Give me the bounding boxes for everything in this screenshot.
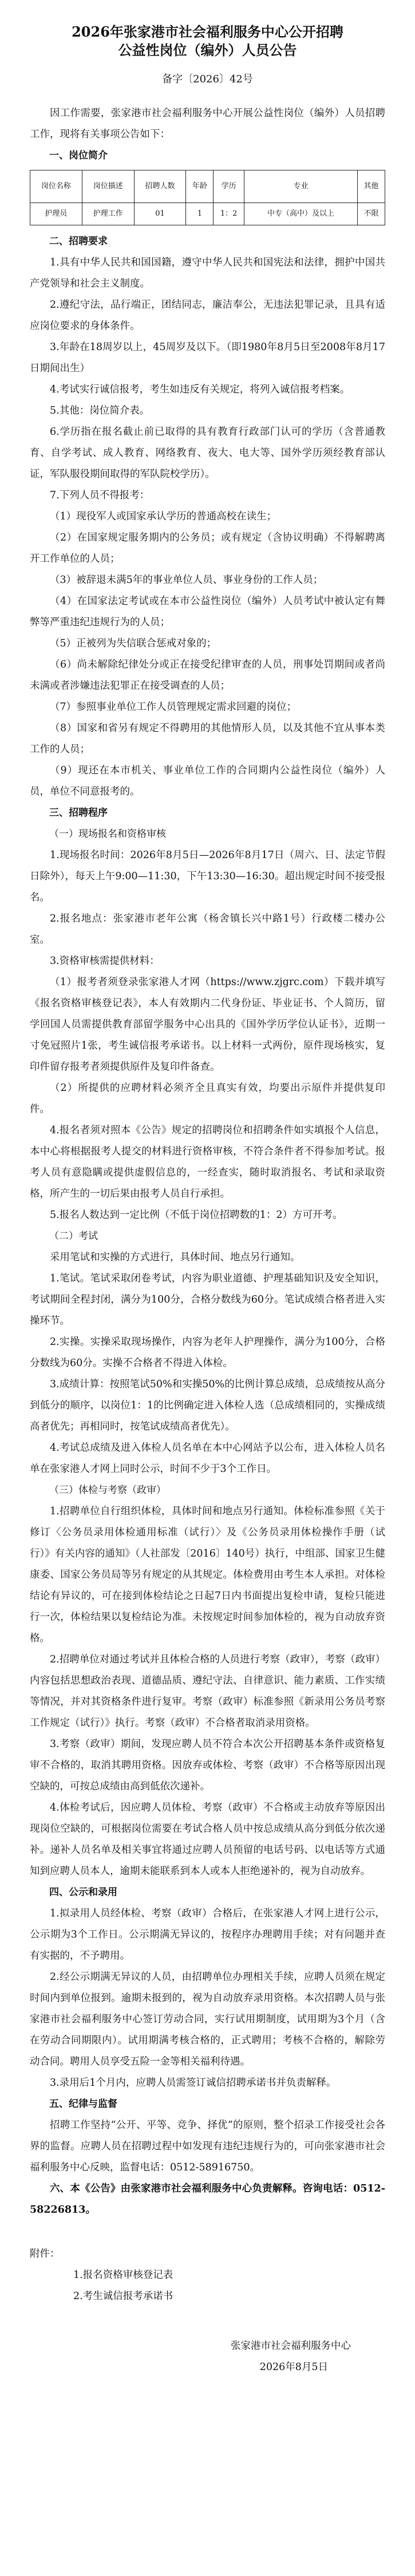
table-header-cell: 岗位名称 (30, 170, 82, 203)
table-header-cell: 专业 (244, 170, 358, 203)
discipline-text: 招聘工作坚持“公开、平等、竞争、择优”的原则，整个招录工作接受社会各界的监督。应聘人员在招聘过程中如发现有违纪违规行为的，可向张家港市社会福利服务中心反映，监督电话：0512-58916750。 (30, 2119, 385, 2173)
attachment-1: 1.报名资格审核登记表 (73, 2269, 173, 2281)
table-header-cell: 招聘人数 (134, 170, 186, 203)
requirement-5: 5.其他：岗位简介表。 (50, 405, 150, 416)
post-table-header-row (30, 170, 385, 203)
exclusion-5: （5）正被列为失信联合惩戒对象的； (50, 638, 217, 649)
requirement-6: 6.学历指在报名截止前已取得的具有教育行政部门认可的学历（含普通教育、自学考试、成人教育、网络教育、夜大、电大等、国外学历须经教育部认证，军队服役期间取得的军队院校学历）。 (30, 426, 385, 480)
requirement-4: 4.考试实行诚信报考，考生如违反有关规定，将列入诚信报考档案。 (50, 384, 350, 395)
title-line-1: 2026年张家港市社会福利服务中心公开招聘 (72, 23, 343, 40)
exclusion-6: （6）尚未解除纪律处分或正在接受纪律审查的人员，刑事处罚期间或者尚未满或者涉嫌违法犯罪正在接受调查的人员； (30, 659, 385, 692)
exclusion-4: （4）在国家法定考试或在本市公益性岗位（编外）人员考试中被认定有舞弊等严重违纪违规行为的人员； (30, 596, 385, 628)
signature-organization: 张家港市社会福利服务中心 (231, 2340, 351, 2352)
table-header-cell: 其他 (358, 170, 385, 203)
attachments (30, 2244, 385, 2307)
exam-score: 3.成绩计算：按照笔试50%和实操50%的比例计算总成绩，总成绩按从高分到低分的顺序，以岗位1：1的比例确定进入体检人选（总成绩相同的，实操成绩高者优先；再相同时，按笔试成绩高者优先）。 (30, 1379, 385, 1432)
subsection-exam-heading: （二）考试 (49, 1231, 98, 1242)
table-cell: 1：2 (214, 203, 244, 225)
registration-note-5: 5.报名人数达到一定比例（不低于岗位招聘数的1：2）方可开考。 (50, 1209, 343, 1221)
table-header-cell: 年龄 (186, 170, 214, 203)
section-6-interpretation: 六、本《公告》由张家港市社会福利服务中心负责解释。咨询电话：0512-58226813。 (30, 2183, 385, 2216)
subsection-publicity-heading: 四、公示和录用 (49, 1887, 117, 1898)
exam-intro: 采用笔试和实操的方式进行，具体时间、地点另行通知。 (50, 1252, 301, 1263)
registration-location: 2.报名地点：张家港市老年公寓（杨舍镇长兴中路1号）行政楼二楼办公室。 (30, 913, 385, 946)
exam-practical: 2.实操。实操采取现场操作，内容为老年人护理操作，满分为100分，合格分数线为60分。实操不合格者不得进入体检。 (30, 1336, 385, 1369)
registration-note-4: 4.报名者须对照本《公告》规定的招聘岗位和招聘条件如实填报个人信息，本中心将根据报考人提交的材料进行资格审核，不符合条件者不得参加考试。报考人员有意隐瞒或提供虚假信息的，一经查实，随时取消报名、考试和录取资格，所产生的一切后果由报考人员自行承担。 (30, 1125, 385, 1200)
signature-block (30, 2336, 385, 2378)
intro-paragraph: 因工作需要，张家港市社会福利服务中心开展公益性岗位（编外）人员招聘工作，现将有关事项公告如下： (30, 108, 385, 140)
signature-date: 2026年8月5日 (259, 2361, 328, 2373)
table-cell: 01 (134, 203, 186, 225)
required-materials-1: （1）报考者须登录张家港人才网（https://www.zjgrc.com）下载并填写《报名资格审核登记表》，本人有效期内二代身份证、毕业证书、个人简历，留学回国人员需提供教育部留学服务中心出具的《国外学历学位认证书》，近期一寸免冠照片1张，考生诚信报考承诺书。以上材料一式两份，原件现场核实，复印件留存报考者须提供原件及复印件备查。 (30, 977, 385, 1073)
required-materials: 3.资格审核需提供材料： (50, 955, 160, 967)
publicity-1: 1.拟录用人员经体检、考察（政审）合格后，在张家港人才网上进行公示，公示期为3个工作日。公示期满无异议的，按程序办理聘用手续；对有问题并查有实据的，不予聘用。 (30, 1908, 385, 1962)
attachment-2: 2.考生诚信报考承诺书 (73, 2291, 173, 2302)
exclusion-7: （7）参照事业单位工作人员管理规定需求回避的岗位； (50, 701, 297, 713)
exclusion-2: （2）在国家规定服务期内的公务员；或有规定（含协议明确）不得解聘离开工作单位的人员； (30, 532, 385, 565)
table-cell: 1 (186, 203, 214, 225)
exclusion-9: （9）现还在本市机关、事业单位工作的合同期内公益性岗位（编外）人员，单位不同意报考的。 (30, 765, 385, 797)
exclusion-3: （3）被辞退未满5年的事业单位人员、事业身份的工作人员； (50, 574, 323, 586)
table-row (30, 203, 385, 225)
post-table (30, 170, 385, 225)
section-1-heading: 一、岗位简介 (49, 150, 108, 161)
medical-3: 3.考察（政审）期间，发现应聘人员不符合本次公开招聘基本条件或资格复审不合格的，取消其聘用资格。因放弃或体检、考察（政审）不合格等原因出现空缺的，可按总成绩由高到低依次递补。 (30, 1738, 385, 1792)
required-materials-2: （2）所提供的应聘材料必须齐全且真实有效，均要出示原件并提供复印件。 (30, 1082, 385, 1115)
publicity-3: 3.录用后1个月内，应聘人员需签订诚信招聘承诺书并负责解释。 (50, 2077, 337, 2089)
section-3-heading: 三、招聘程序 (49, 807, 108, 819)
table-cell: 护理员 (30, 203, 82, 225)
attachments-label: 附件： (30, 2248, 60, 2260)
title-line-2: 公益性岗位（编外）人员公告 (118, 42, 297, 58)
document-number: 备字〔2026〕42号 (162, 73, 253, 85)
page-title (30, 23, 385, 59)
table-header-cell: 岗位描述 (82, 170, 134, 203)
table-cell: 中专（高中）及以上 (244, 203, 358, 225)
medical-1: 1.招聘单位自行组织体检，具体时间和地点另行通知。体检标准参照《关于修订〈公务员录用体检通用标准（试行）〉及《公务员录用体检操作手册（试行）》有关内容的通知》（人社部发〔2016〕140号）执行，中组部、国家卫生健康委、国家公务员局等另有规定的从其规定。体检费用由考生本人承担。对体检结论有异议的，可在接到体检结论之日起7日内书面提出复检申请，复检只能进行一次，体检结果以复检结论为准。未按规定时间参加体检的，视为自动放弃资格。 (30, 1506, 385, 1644)
publicity-2: 2.经公示期满无异议的人员，由招聘单位办理相关手续，应聘人员须在规定时间内到单位报到。逾期未报到的，视为自动放弃录用资格。本次招聘人员与张家港市社会福利服务中心签订劳动合同，实行试用期制度，试用期为3个月（含在劳动合同期限内）。试用期满考核合格的，正式聘用；考核不合格的，解除劳动合同。聘用人员享受五险一金等相关福利待遇。 (30, 1971, 385, 2067)
table-header-cell: 学历 (214, 170, 244, 203)
subsection-registration-heading: （一）现场报名和资格审核 (49, 828, 166, 840)
registration-time: 1.现场报名时间：2026年8月5日—2026年8月17日（周六、日、法定节假日除外），每天上午9:00—11:30，下午13:30—16:30。超出规定时间不接受报名。 (30, 850, 385, 903)
medical-2: 2.招聘单位对通过考试并且体检合格的人员进行考察（政审），考察（政审）内容包括思想政治表现、道德品质、遵纪守法、自律意识、能力素质、工作实绩等情况，并对其资格条件进行复审。考察（政审）标准参照《新录用公务员考察工作规定（试行）》执行。考察（政审）不合格者取消录用资格。 (30, 1654, 385, 1729)
table-cell: 不限 (358, 203, 385, 225)
exclusion-8: （8）国家和省另有规定不得聘用的其他情形人员，以及其他不宜从事本类工作的人员； (30, 723, 385, 755)
requirement-2: 2.遵纪守法，品行端正，团结同志，廉洁奉公，无违法犯罪记录，且具有适应岗位要求的身体条件。 (30, 299, 385, 332)
table-cell: 护理工作 (82, 203, 134, 225)
exam-written: 1.笔试。笔试采取闭卷考试，内容为职业道德、护理基础知识及安全知识，考试期间全程封闭，满分为100分，合格分数线为60分。笔试成绩合格者进入实操环节。 (30, 1273, 385, 1327)
subsection-medical-heading: （三）体检与考察（政审） (49, 1485, 166, 1496)
section-2-heading: 二、招聘要求 (49, 236, 108, 247)
exclusion-1: （1）现役军人或国家承认学历的普通高校在读生； (50, 511, 277, 522)
subsection-discipline-heading: 五、纪律与监督 (49, 2098, 117, 2110)
exam-publish: 4.考试总成绩及进入体检人员名单在本中心网站予以公布，进入体检人员名单在张家港人才网上同时公示，时间不少于3个工作日。 (30, 1442, 385, 1475)
requirement-3: 3.年龄在18周岁以上，45周岁及以下。（即1980年8月5日至2008年8月17日期间出生） (30, 342, 385, 374)
requirement-1: 1.具有中华人民共和国国籍，遵守中华人民共和国宪法和法律，拥护中国共产党领导和社会主义制度。 (30, 257, 385, 289)
medical-4: 4.体检考试后，因应聘人员体检、考察（政审）不合格或主动放弃等原因出现岗位空缺的，可根据岗位需要在考试合格人员中按总成绩从高分到低分依次递补。递补人员名单及相关事宜将通过应聘人员预留的电话号码、以电话等方式通知到应聘人员本人，逾期未能联系到本人或本人拒绝递补的，视为自动放弃。 (30, 1802, 385, 1877)
requirement-7: 7.下列人员不得报考： (50, 490, 150, 501)
